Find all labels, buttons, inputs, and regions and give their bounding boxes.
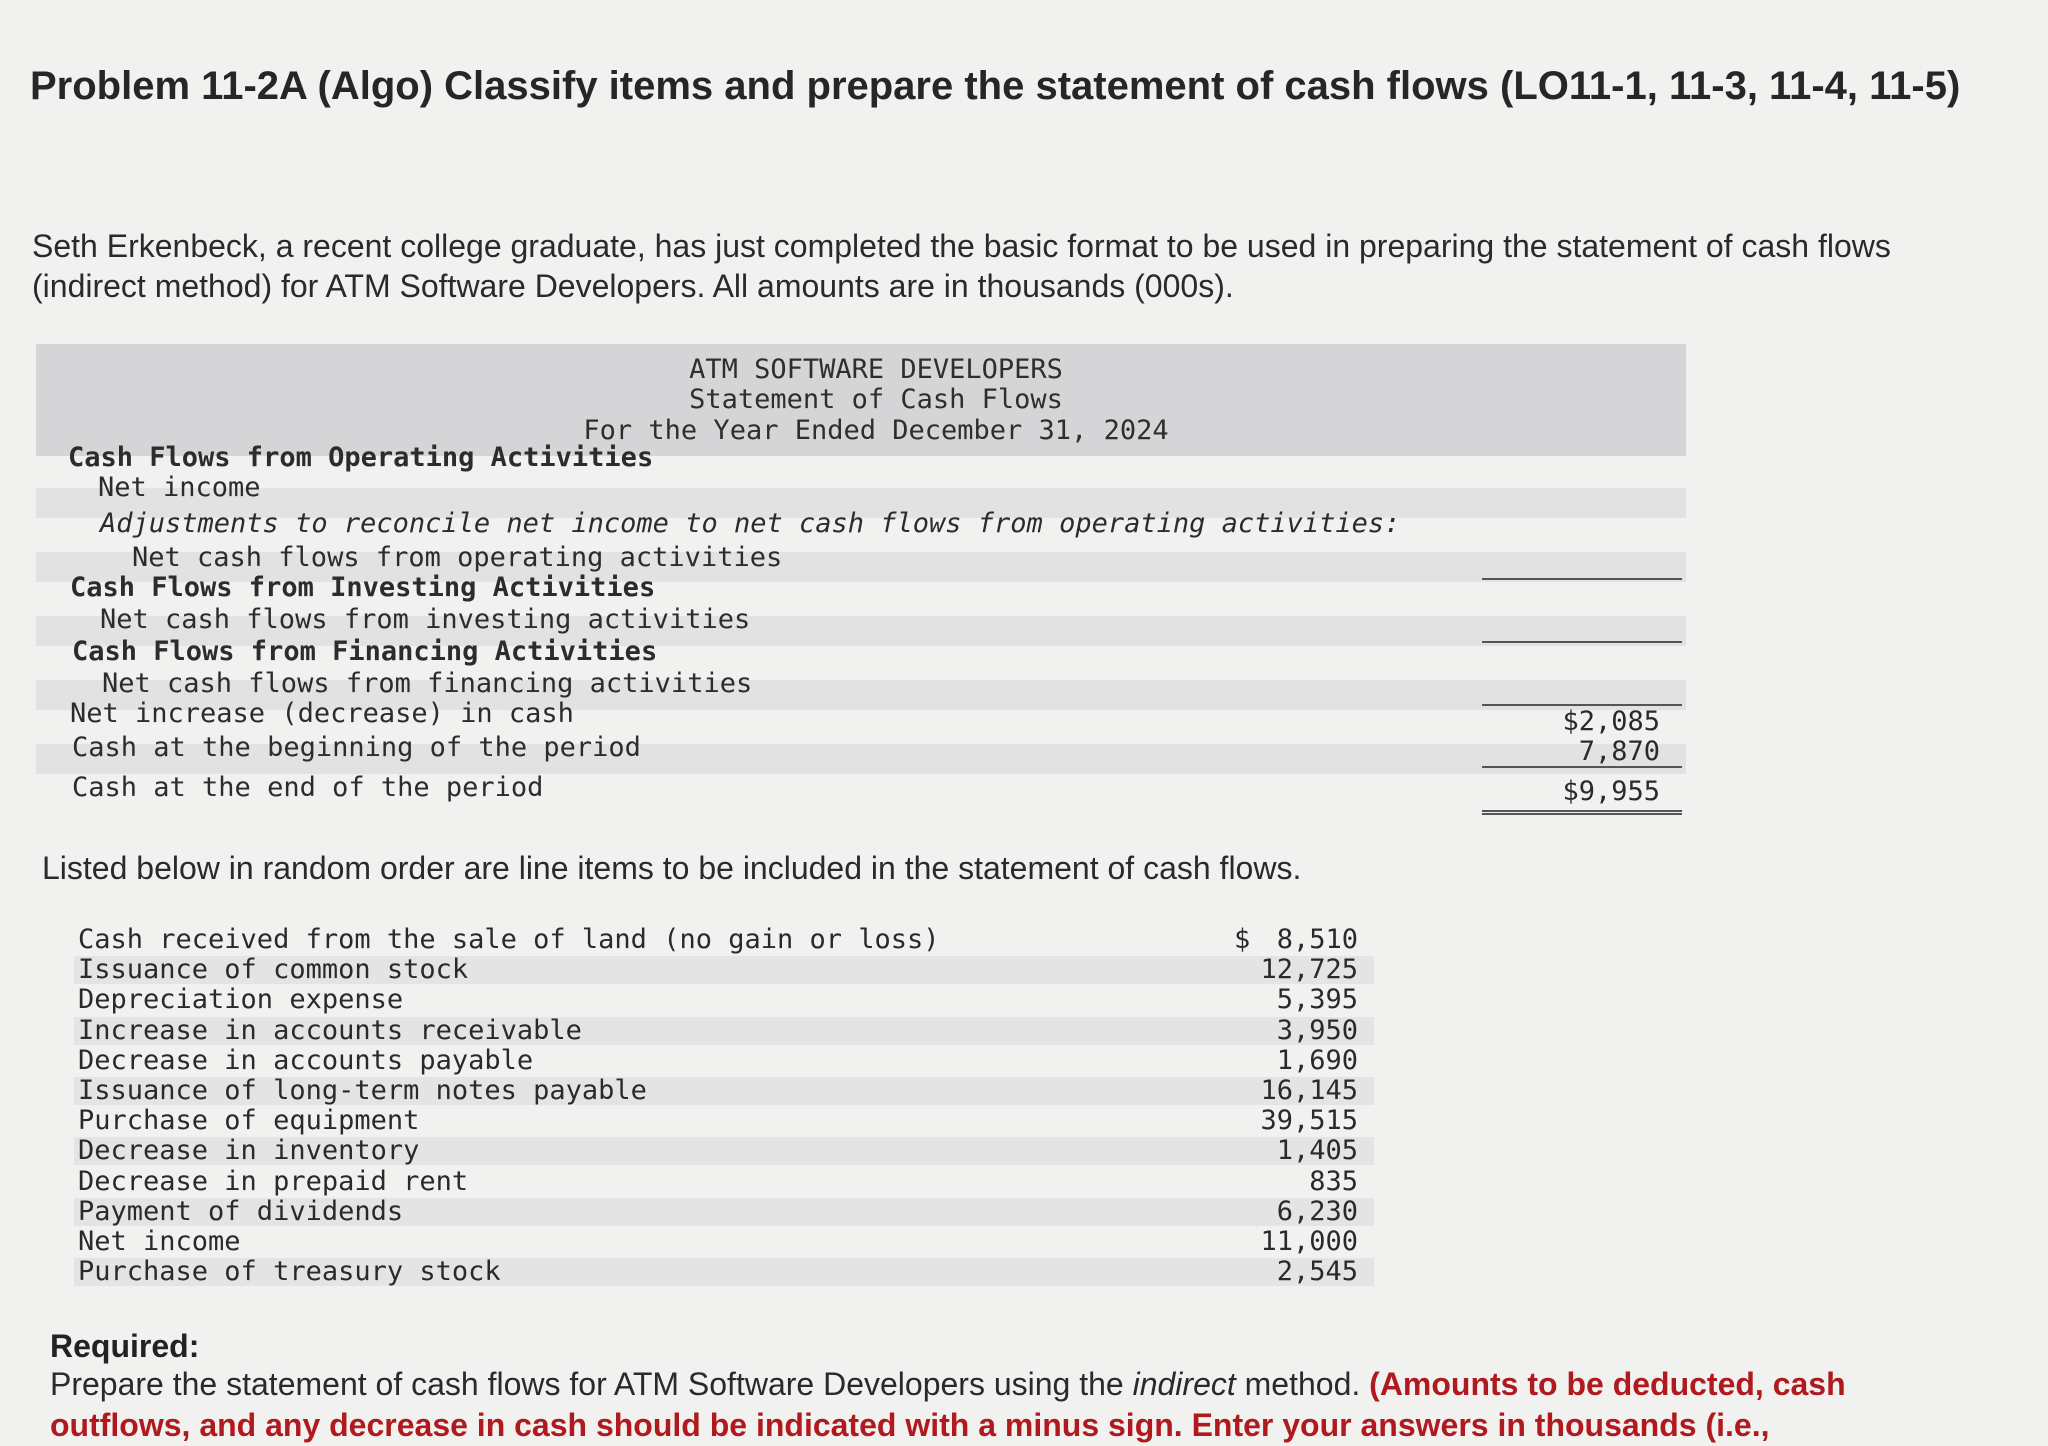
statement-header xyxy=(36,344,1686,456)
dollar-sign: $ xyxy=(1234,924,1251,955)
line-item-label: Decrease in inventory xyxy=(78,1135,420,1167)
adjustments-line: Adjustments to reconcile net income to net cash flows from operating activities: xyxy=(100,508,1401,539)
net-operating-line: Net cash flows from operating activities xyxy=(132,542,783,573)
net-income-line: Net income xyxy=(98,472,261,503)
line-item-value: 1,690 xyxy=(1276,1044,1358,1076)
instructions-middle: method. xyxy=(1235,1366,1370,1402)
net-financing-line: Net cash flows from financing activities xyxy=(102,668,753,699)
line-item-value: 39,515 xyxy=(1260,1105,1358,1137)
statement-period: For the Year Ended December 31, 2024 xyxy=(583,415,1169,446)
line-item-value: 11,000 xyxy=(1260,1226,1358,1257)
line-item-label: Net income xyxy=(78,1226,241,1257)
statement-name: Statement of Cash Flows xyxy=(689,384,1063,415)
net-increase-value: $2,085 xyxy=(1562,706,1660,737)
line-item-value: 12,725 xyxy=(1260,954,1358,986)
line-item-label: Decrease in prepaid rent xyxy=(78,1165,469,1197)
financing-heading: Cash Flows from Financing Activities xyxy=(72,636,658,667)
line-item-value: 1,405 xyxy=(1276,1135,1358,1167)
line-item-value: 6,230 xyxy=(1276,1195,1358,1227)
operating-total-rule xyxy=(1482,578,1682,580)
listed-intro: Listed below in random order are line items to be included in the statement of cash flows. xyxy=(42,850,1302,886)
instructions-prefix: Prepare the statement of cash flows for ATM Software Developers using the xyxy=(50,1366,1133,1402)
line-item-label: Depreciation expense xyxy=(78,984,404,1016)
required-label: Required: xyxy=(50,1328,200,1364)
line-item-label: Purchase of equipment xyxy=(78,1105,420,1137)
ending-double-rule xyxy=(1482,810,1682,815)
line-item-label: Cash received from the sale of land (no gain or loss) xyxy=(78,924,940,955)
line-item-value: 3,950 xyxy=(1276,1014,1358,1046)
instructions-emphasis: indirect xyxy=(1132,1366,1236,1402)
line-item-value: 16,145 xyxy=(1260,1075,1358,1106)
line-item-value: 8,510 xyxy=(1276,924,1358,955)
problem-intro: Seth Erkenbeck, a recent college graduate, has just completed the basic format to be used in preparing the statement of cash flows (indirect method) for ATM Software Developers. All amounts are in thousands (000s). xyxy=(32,228,1891,304)
line-item-value: 5,395 xyxy=(1276,984,1358,1016)
line-item-label: Decrease in accounts payable xyxy=(78,1044,534,1076)
line-item-label: Purchase of treasury stock xyxy=(78,1256,501,1288)
line-item-label: Increase in accounts receivable xyxy=(78,1014,582,1046)
net-investing-line: Net cash flows from investing activities xyxy=(100,604,751,635)
cash-beginning-line: Cash at the beginning of the period xyxy=(72,732,641,763)
instructions xyxy=(50,1364,1950,1446)
net-increase-line: Net increase (decrease) in cash xyxy=(70,698,574,729)
investing-total-rule xyxy=(1482,641,1682,643)
cash-end-value: $9,955 xyxy=(1562,776,1660,807)
line-item-label: Issuance of common stock xyxy=(78,954,469,986)
line-item-label: Payment of dividends xyxy=(78,1195,404,1227)
instructions-red: (Amounts to be deducted, cash outflows, and any decrease in cash should be indicated with a minus sign. Enter your answers in thousands (i.e., xyxy=(50,1366,1846,1443)
problem-title: Problem 11-2A (Algo) Classify items and prepare the statement of cash flows (LO11-1, 11-3, 11-4, 11-5) xyxy=(30,64,1961,108)
cash-beginning-value: 7,870 xyxy=(1578,736,1660,767)
statement-company: ATM SOFTWARE DEVELOPERS xyxy=(689,354,1063,385)
line-item-value: 835 xyxy=(1309,1165,1358,1197)
line-item-label: Issuance of long-term notes payable xyxy=(78,1075,647,1106)
line-item-value: 2,545 xyxy=(1276,1256,1358,1288)
cash-end-line: Cash at the end of the period xyxy=(72,772,544,803)
operating-heading: Cash Flows from Operating Activities xyxy=(68,442,654,473)
investing-heading: Cash Flows from Investing Activities xyxy=(70,572,656,603)
